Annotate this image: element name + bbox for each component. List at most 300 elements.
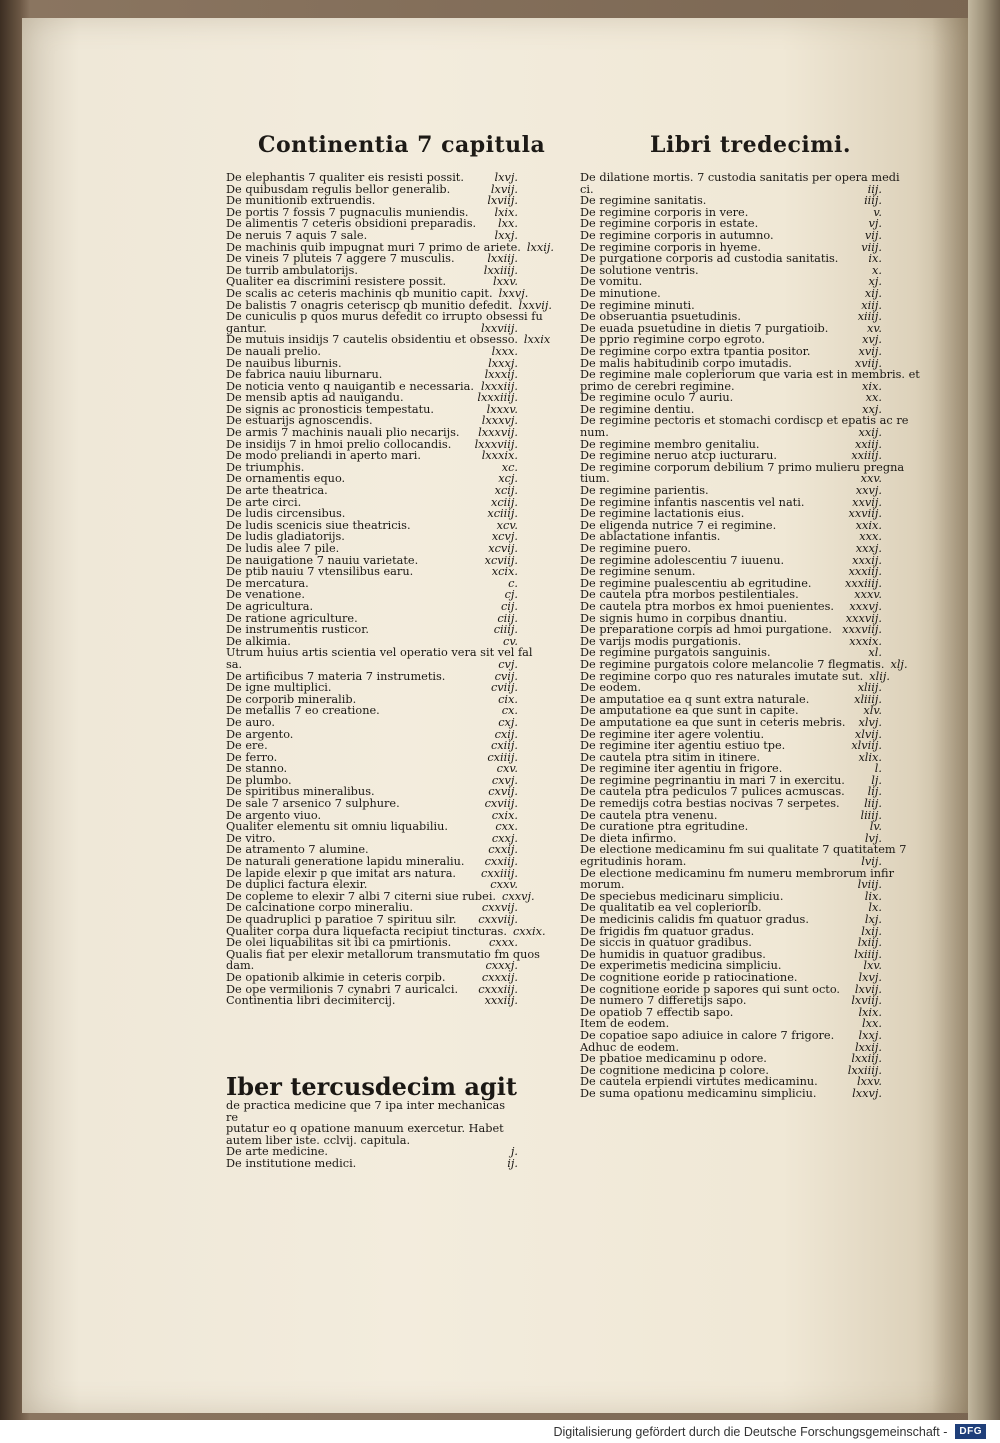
chapter-title: De ludis circensibus.: [226, 507, 346, 521]
chapter-number: lxvj.: [858, 970, 882, 984]
chapter-number: xl.: [868, 646, 882, 660]
chapter-title: dam.: [226, 959, 255, 973]
chapter-number: cxxvij.: [481, 901, 518, 915]
chapter-title: gantur.: [226, 321, 267, 335]
chapter-title: De amputatioe ea q sunt extra naturale.: [580, 692, 810, 706]
chapter-title: De regimine iter agentiu estiuo tpe.: [580, 739, 786, 753]
chapter-number: xxxij.: [852, 553, 882, 567]
chapter-entry: [580, 624, 882, 636]
chapter-number: cxvj.: [491, 773, 518, 787]
chapter-title: De arte theatrica.: [226, 484, 328, 498]
chapter-number: cxviij.: [484, 797, 518, 811]
chapter-number: cxiiij.: [487, 750, 518, 764]
chapter-title: De dieta infirmo.: [580, 831, 677, 845]
chapter-number: cxv.: [496, 762, 518, 776]
chapter-number: lxxvj.: [498, 286, 529, 300]
chapter-title: De alkimia.: [226, 634, 291, 648]
chapter-title: De minutione.: [580, 286, 661, 300]
chapter-title: De copleme to elexir 7 albi 7 citerni siue rubei.: [226, 889, 497, 903]
chapter-title: De agricultura.: [226, 599, 314, 613]
chapter-title: De regimine corporis in hyeme.: [580, 240, 761, 254]
chapter-title: De elephantis 7 qualiter eis resisti possit.: [226, 171, 464, 184]
chapter-number: ix.: [868, 252, 882, 266]
chapter-number: xxx.: [859, 530, 882, 544]
chapter-title: De spiritibus mineralibus.: [226, 785, 375, 799]
chapter-number: xcv.: [496, 518, 518, 532]
chapter-title: De regimine sanitatis.: [580, 194, 707, 208]
chapter-title: tium.: [580, 472, 610, 486]
chapter-title: De modo preliandi in aperto mari.: [226, 449, 421, 463]
chapter-title: De signis ac pronosticis tempestatu.: [226, 402, 435, 416]
chapter-entry: [226, 369, 518, 381]
chapter-number: ciij.: [497, 611, 518, 625]
chapter-entry: [226, 624, 518, 636]
chapter-title: De atramento 7 alumine.: [226, 843, 369, 857]
chapter-number: xxv.: [860, 472, 882, 486]
chapter-number: lxxviij.: [480, 321, 518, 335]
chapter-title: De pprio regimine corpo egroto.: [580, 333, 766, 347]
chapter-number: lxxij.: [526, 240, 554, 254]
chapter-number: lxiij.: [857, 936, 882, 950]
chapter-entry: [580, 740, 882, 752]
chapter-number: lxxxj.: [488, 356, 518, 370]
chapter-number: lxxvij.: [518, 298, 552, 312]
chapter-number: lvij.: [861, 855, 882, 869]
chapter-title: De ornamentis equo.: [226, 472, 346, 486]
chapter-number: xiiij.: [857, 310, 882, 324]
chapter-number: cj.: [504, 588, 518, 602]
chapter-number: lxvij.: [490, 182, 518, 196]
chapter-title: num.: [580, 426, 609, 440]
chapter-entry: [226, 717, 518, 729]
chapter-number: cxix.: [491, 808, 518, 822]
chapter-title: De artificibus 7 materia 7 instrumetis.: [226, 669, 446, 683]
chapter-entry: [580, 717, 882, 729]
chapter-title: De ope vermilionis 7 cynabri 7 auricalci.: [226, 982, 459, 996]
chapter-entry: [226, 253, 518, 265]
chapter-number: lvj.: [864, 831, 882, 845]
chapter-entry: [580, 253, 882, 265]
chapter-entry: [580, 414, 909, 428]
chapter-number: xiij.: [861, 298, 882, 312]
chapter-number: xxxvj.: [849, 599, 882, 613]
chapter-number: lxxxvij.: [478, 426, 518, 440]
chapter-number: xvj.: [862, 333, 882, 347]
chapter-title: De suma opationu medicaminu simpliciu.: [580, 1086, 817, 1100]
chapter-entry: [580, 346, 882, 358]
chapter-entry: [580, 798, 882, 810]
chapter-number: xxiiij.: [851, 449, 882, 463]
chapter-number: liij.: [864, 797, 882, 811]
chapter-number: xxxiij.: [848, 565, 882, 579]
chapter-title: De ludis gladiatorijs.: [226, 530, 345, 544]
chapter-title: De neruis 7 aquis 7 sale.: [226, 228, 368, 242]
chapter-number: xlj.: [890, 657, 908, 671]
chapter-title: De amputatione ea que sunt in capite.: [580, 704, 799, 718]
chapter-title: De dilatione mortis. 7 custodia sanitatis per opera medi: [580, 171, 900, 184]
book-incipit: [226, 1074, 518, 1170]
chapter-number: cxx.: [495, 820, 518, 834]
chapter-title: De electione medicaminu fm numeru membrorum infir: [580, 866, 894, 880]
chapter-title: De regimine male copleriorum que varia est in membris. et: [580, 368, 920, 382]
chapter-title: De ferro.: [226, 750, 278, 764]
chapter-entry: [226, 346, 518, 358]
chapter-title: De mutuis insidijs 7 cautelis obsidentiu et obsesso.: [226, 333, 518, 347]
chapter-title: De portis 7 fossis 7 pugnaculis muniendis.: [226, 205, 469, 219]
chapter-title: De amputatione ea que sunt in ceteris mebris.: [580, 715, 846, 729]
chapter-entry: [580, 288, 882, 300]
chapter-number: xcix.: [491, 565, 518, 579]
incipit-initial-line: Iber tercusdecim agit: [226, 1072, 517, 1101]
chapter-title: De ptib nauiu 7 vtensilibus earu.: [226, 565, 414, 579]
chapter-title: De nauigatione 7 nauiu varietate.: [226, 553, 419, 567]
chapter-number: cviij.: [490, 681, 518, 695]
chapter-title: De eodem.: [580, 681, 642, 695]
chapter-title: De scalis ac ceteris machinis qb munitio capit.: [226, 286, 493, 300]
chapter-title: De regimine purgatois colore melancolie 7 flegmatis.: [580, 657, 885, 671]
chapter-list-left: [226, 171, 554, 1008]
chapter-title: De pbatioe medicaminu p odore.: [580, 1052, 767, 1066]
chapter-entry: [580, 171, 900, 184]
chapter-entry: [580, 1053, 882, 1065]
chapter-number: cvij.: [494, 669, 518, 683]
chapter-entry: [580, 601, 882, 613]
chapter-title: De igne multiplici.: [226, 681, 332, 695]
chapter-title: De regimine corporum debilium 7 primo mulieru pregna: [580, 460, 905, 474]
chapter-title: De ere.: [226, 739, 268, 753]
chapter-entry: [580, 311, 882, 323]
incipit-chapter-list: [226, 1146, 518, 1169]
dfg-logo[interactable]: DFG: [955, 1424, 986, 1439]
chapter-title: De cognitione medicina p colore.: [580, 1063, 769, 1077]
chapter-entry: [226, 1158, 518, 1170]
chapter-title: De regimine senum.: [580, 565, 696, 579]
chapter-title: De sale 7 arsenico 7 sulphure.: [226, 797, 400, 811]
chapter-number: lxj.: [864, 913, 882, 926]
chapter-number: xlv.: [863, 704, 882, 718]
chapter-number: xxxiij.: [484, 994, 518, 1008]
chapter-title: De regimine membro genitaliu.: [580, 437, 760, 451]
chapter-title: De quibusdam regulis bellor generalib.: [226, 182, 451, 196]
chapter-number: cxxiiij.: [480, 866, 518, 880]
chapter-title: morum.: [580, 878, 625, 892]
chapter-title: De institutione medici.: [226, 1156, 357, 1170]
chapter-title: De cautela erpiendi virtutes medicaminu.: [580, 1075, 818, 1089]
chapter-number: cix.: [498, 692, 518, 706]
chapter-number: xliiij.: [854, 692, 882, 706]
chapter-title: De curatione ptra egritudine.: [580, 820, 749, 834]
chapter-title: De eligenda nutrice 7 ei regimine.: [580, 518, 777, 532]
chapter-number: cxxxij.: [481, 970, 518, 984]
incipit-text: de practica medicine que 7 ipa inter mechanicas re putatur eo q opatione manuum exercetur. Habet autem liber iste. cclvij. capitula.: [226, 1099, 506, 1147]
chapter-title: De regimine corpo quo res naturales imutate sut.: [580, 669, 864, 683]
chapter-title: De electione medicaminu fm sui qualitate 7 quatitatem 7: [580, 843, 907, 857]
chapter-number: lxxiij.: [487, 252, 518, 266]
chapter-number: lxxxvj.: [481, 414, 518, 428]
chapter-number: lxx.: [862, 1017, 882, 1031]
chapter-entry: [226, 230, 518, 242]
chapter-number: lj.: [871, 773, 882, 787]
chapter-title: De regimine parientis.: [580, 484, 709, 498]
chapter-number: xxxix.: [849, 634, 882, 648]
chapter-title: De nauali prelio.: [226, 344, 321, 358]
chapter-title: De triumphis.: [226, 460, 305, 474]
chapter-title: De olei liquabilitas sit ibi ca pmirtionis.: [226, 936, 452, 950]
chapter-number: lij.: [867, 785, 882, 799]
chapter-number: lxxiiij.: [847, 1063, 882, 1077]
chapter-number: liiij.: [860, 808, 882, 822]
chapter-entry: [226, 485, 518, 497]
chapter-entry: [580, 230, 882, 242]
page-fold-shadow: [932, 18, 972, 1413]
chapter-number: iiij.: [864, 194, 882, 208]
chapter-title: De regimine corporis in autumno.: [580, 228, 774, 242]
book-edge: [968, 0, 1000, 1420]
chapter-title: De signis humo in corpibus dnantiu.: [580, 611, 788, 625]
chapter-title: De regimine iter agere volentiu.: [580, 727, 765, 741]
chapter-number: ciiij.: [493, 623, 518, 637]
chapter-title: Utrum huius artis scientia vel operatio vera sit vel fal: [226, 646, 533, 660]
chapter-number: xxvj.: [855, 484, 882, 498]
chapter-number: xxvij.: [852, 495, 882, 509]
chapter-number: lix.: [864, 889, 882, 903]
chapter-title: De remedijs cotra bestias nocivas 7 serpetes.: [580, 797, 840, 811]
chapter-entry: [580, 460, 905, 474]
chapter-number: lxix.: [494, 205, 518, 219]
chapter-title: De cautela ptra morbos ex hmoi puenientes.: [580, 599, 834, 613]
chapter-title: De solutione ventris.: [580, 263, 699, 277]
chapter-number: xxviij.: [848, 507, 882, 521]
chapter-number: lxxvj.: [852, 1086, 882, 1100]
chapter-entry: [226, 427, 518, 439]
chapter-list-right: [580, 171, 920, 1100]
chapter-title: De venatione.: [226, 588, 305, 602]
chapter-title: De copatioe sapo adiuice in calore 7 frigore.: [580, 1028, 835, 1042]
chapter-number: lxxj.: [858, 1028, 882, 1042]
chapter-title: ci.: [580, 182, 594, 196]
chapter-entry: [580, 1030, 882, 1042]
chapter-entry: [580, 866, 894, 880]
chapter-entry: [580, 914, 882, 926]
chapter-entry: [226, 682, 518, 694]
chapter-number: cvj.: [498, 657, 518, 671]
chapter-entry: [226, 798, 518, 810]
chapter-number: cxxviij.: [478, 913, 518, 926]
chapter-title: Adhuc de eodem.: [580, 1040, 680, 1054]
running-head-left: Continentia 7 capitula: [258, 132, 546, 158]
chapter-title: De auro.: [226, 715, 275, 729]
chapter-title: De plumbo.: [226, 773, 292, 787]
chapter-number: cxxij.: [488, 843, 518, 857]
chapter-number: xix.: [862, 379, 882, 393]
chapter-number: vj.: [868, 217, 882, 231]
chapter-number: xciiij.: [487, 507, 518, 521]
chapter-title: Item de eodem.: [580, 1017, 670, 1031]
chapter-number: cxiij.: [490, 739, 518, 753]
chapter-title: De speciebus medicinaru simpliciu.: [580, 889, 784, 903]
chapter-number: v.: [873, 205, 882, 219]
chapter-entry: [226, 914, 518, 926]
chapter-number: viij.: [861, 240, 882, 254]
chapter-title: De corporib mineralib.: [226, 692, 357, 706]
chapter-title: De opatiob 7 effectib sapo.: [580, 1005, 734, 1019]
chapter-number: ij.: [507, 1156, 518, 1170]
chapter-title: De munitionib extruendis.: [226, 194, 376, 208]
chapter-number: lxxiij.: [851, 1052, 882, 1066]
chapter-title: De regimine pegrinantiu in mari 7 in exercitu.: [580, 773, 845, 787]
chapter-number: lxxxij.: [484, 368, 518, 382]
chapter-number: x.: [872, 263, 882, 277]
chapter-title: De medicinis calidis fm quatuor gradus.: [580, 913, 809, 926]
chapter-number: lxxxix.: [481, 449, 518, 463]
chapter-title: Qualiter corpa dura liquefacta recipiut tincturas.: [226, 924, 507, 938]
chapter-number: xvij.: [858, 344, 882, 358]
chapter-title: De qualitatib ea vel copleriorib.: [580, 901, 762, 915]
chapter-number: lxxv.: [493, 275, 518, 289]
chapter-number: cxxxj.: [485, 959, 518, 973]
chapter-entry: [580, 995, 882, 1007]
chapter-title: De humidis in quatuor gradibus.: [580, 947, 766, 961]
chapter-number: xxxviij.: [842, 623, 882, 637]
chapter-number: xj.: [868, 275, 882, 289]
chapter-title: De regimine pualescentiu ab egritudine.: [580, 576, 812, 590]
chapter-title: De regimine adolescentiu 7 iuuenu.: [580, 553, 785, 567]
chapter-number: xxix.: [855, 518, 882, 532]
chapter-entry: [226, 729, 518, 741]
chapter-number: lviij.: [857, 878, 882, 892]
chapter-entry: [580, 543, 882, 555]
chapter-number: xliij.: [857, 681, 882, 695]
chapter-entry: [226, 947, 540, 961]
chapter-number: xviij.: [854, 356, 882, 370]
chapter-number: cxij.: [494, 727, 518, 741]
chapter-title: De cautela ptra morbos pestilentiales.: [580, 588, 799, 602]
chapter-title: De cautela ptra sitim in itinere.: [580, 750, 761, 764]
chapter-title: De malis habitudinib corpo imutadis.: [580, 356, 792, 370]
chapter-number: lxxij.: [854, 1040, 882, 1054]
chapter-entry: [226, 646, 533, 660]
chapter-entry: [226, 856, 518, 868]
chapter-title: De obseruantia psuetudinis.: [580, 310, 741, 324]
chapter-number: lxvj.: [494, 171, 518, 184]
chapter-entry: [580, 972, 882, 984]
chapter-title: De cognitione eoride p ratiocinatione.: [580, 970, 798, 984]
running-head-right: Libri tredecimi.: [650, 132, 851, 158]
chapter-number: lxiiij.: [854, 947, 882, 961]
chapter-title: De regimine oculo 7 auriu.: [580, 391, 734, 405]
chapter-title: De ablactatione infantis.: [580, 530, 721, 544]
chapter-title: De cautela ptra venenu.: [580, 808, 718, 822]
chapter-number: lxxxiiij.: [477, 391, 518, 405]
chapter-entry: [226, 659, 518, 671]
chapter-entry: [226, 310, 543, 324]
chapter-number: xxij.: [858, 426, 882, 440]
chapter-number: xx.: [865, 391, 882, 405]
chapter-number: cv.: [503, 634, 518, 648]
chapter-entry: [226, 172, 518, 184]
chapter-title: De opationib alkimie in ceteris corpib.: [226, 970, 446, 984]
chapter-title: sa.: [226, 657, 243, 671]
chapter-number: lxvij.: [854, 982, 882, 996]
chapter-title: De calcinatione corpo mineraliu.: [226, 901, 414, 915]
chapter-number: lxv.: [863, 959, 882, 973]
chapter-entry: [580, 427, 882, 439]
chapter-entry: [580, 368, 920, 382]
chapter-number: lxx.: [498, 217, 518, 231]
chapter-number: l.: [874, 762, 882, 776]
chapter-title: De stanno.: [226, 762, 288, 776]
chapter-title: De regimine iter agentiu in frigore.: [580, 762, 783, 776]
chapter-title: De vitro.: [226, 831, 276, 845]
chapter-title: De balistis 7 onagris ceteriscp qb munitio defedit.: [226, 298, 513, 312]
chapter-number: xxxiiij.: [844, 576, 882, 590]
chapter-title: De vomitu.: [580, 275, 643, 289]
chapter-title: De machinis quib impugnat muri 7 primo de ariete.: [226, 240, 521, 254]
chapter-number: lv.: [869, 820, 882, 834]
chapter-number: xlviij.: [851, 739, 882, 753]
chapter-number: cxxj.: [491, 831, 518, 845]
chapter-number: c.: [508, 576, 518, 590]
chapter-title: De regimine puero.: [580, 542, 691, 555]
chapter-title: De vineis 7 pluteis 7 aggere 7 musculis.: [226, 252, 455, 266]
chapter-number: xv.: [866, 321, 882, 335]
chapter-number: cx.: [501, 704, 518, 718]
chapter-title: De argento.: [226, 727, 294, 741]
chapter-number: xlix.: [858, 750, 882, 764]
chapter-title: De nauibus liburnis.: [226, 356, 342, 370]
chapter-title: De estuarijs agnoscendis.: [226, 414, 373, 428]
chapter-title: De euada psuetudine in dietis 7 purgatioib.: [580, 321, 829, 335]
chapter-number: lxxiiij.: [483, 263, 518, 277]
chapter-number: xxj.: [862, 402, 882, 416]
chapter-title: De preparatione corpis ad hmoi purgatione.: [580, 623, 832, 637]
chapter-number: j.: [510, 1145, 518, 1159]
chapter-number: lxxix: [523, 333, 551, 347]
chapter-title: De regimine dentiu.: [580, 402, 695, 416]
chapter-title: De arte medicine.: [226, 1145, 329, 1159]
chapter-number: cxxx.: [488, 936, 518, 950]
chapter-title: Continentia libri decimitercij.: [226, 994, 396, 1008]
chapter-number: lxxxv.: [486, 402, 518, 416]
chapter-title: De numero 7 differetijs sapo.: [580, 994, 747, 1008]
chapter-number: iij.: [867, 182, 882, 196]
chapter-number: lxviij.: [851, 994, 882, 1008]
chapter-number: cxxv.: [490, 878, 518, 892]
chapter-title: De regimine purgatois sanguinis.: [580, 646, 771, 660]
chapter-number: xcviij.: [484, 553, 518, 567]
chapter-title: De cautela ptra pediculos 7 pulices acmuscas.: [580, 785, 845, 799]
chapter-entry: [580, 856, 882, 868]
chapter-number: cxxiij.: [484, 855, 518, 869]
chapter-title: De cognitione eoride p sapores qui sunt octo.: [580, 982, 841, 996]
chapter-title: egritudinis horam.: [580, 855, 687, 869]
chapter-number: xcvij.: [488, 542, 518, 555]
chapter-title: De ludis alee 7 pile.: [226, 542, 340, 555]
chapter-number: xxxj.: [855, 542, 882, 555]
chapter-entry: [226, 286, 529, 300]
chapter-title: De varijs modis purgationis.: [580, 634, 742, 648]
chapter-number: xxxvij.: [845, 611, 882, 625]
chapter-title: De lapide elexir p que imitat ars natura.: [226, 866, 457, 880]
chapter-number: xcj.: [498, 472, 518, 486]
chapter-title: De regimine minuti.: [580, 298, 695, 312]
chapter-title: primo de cerebri regimine.: [580, 379, 735, 393]
chapter-number: xlvij.: [854, 727, 882, 741]
chapter-number: cxxxiij.: [478, 982, 518, 996]
chapter-number: xlij.: [869, 669, 890, 683]
chapter-title: De mensib aptis ad nauigandu.: [226, 391, 404, 405]
chapter-title: Qualiter ea discrimini resistere possit.: [226, 275, 447, 289]
